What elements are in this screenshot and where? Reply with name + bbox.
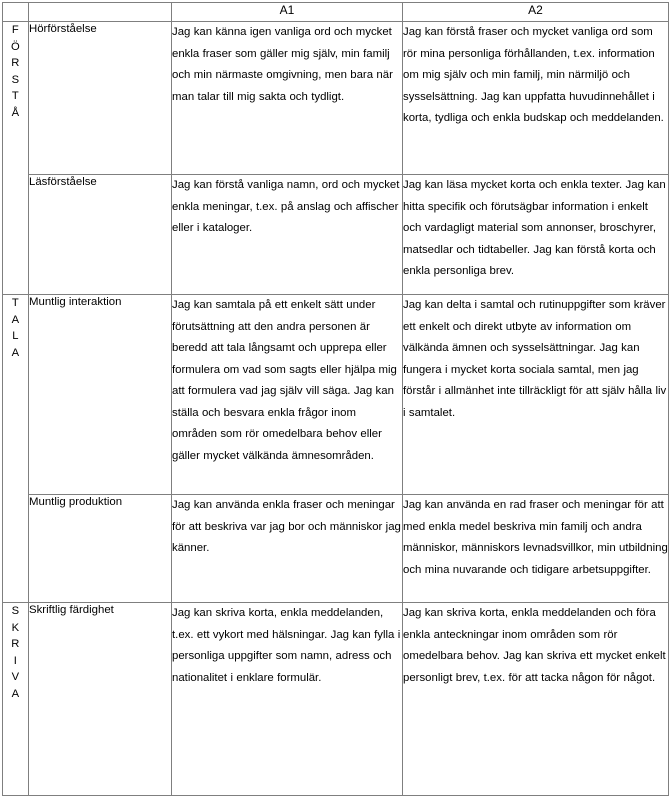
descriptor-muntlig-interaktion-a2: Jag kan delta i samtal och rutinuppgifter som kräver ett enkelt och direkt utbyte av information om välkända ämnen och sysselsättningar. Jag kan fungera i mycket korta sociala samtal, men jag förstår i allmänhet inte tillräckligt för att själv hålla liv i samtalet.: [403, 295, 669, 495]
band-label-skriva: [3, 603, 29, 796]
header-corner-band: [3, 3, 29, 22]
descriptor-skriftlig-fardighet-a2: Jag kan skriva korta, enkla meddelanden och föra enkla anteckningar inom områden som rör omedelbara behov. Jag kan skriva ett mycket enkelt personligt brev, t.ex. för att tacka någon för något.: [403, 603, 669, 796]
band-letters-tala: [3, 295, 28, 361]
table-header-row: [3, 3, 669, 22]
band-letter: A: [11, 346, 20, 359]
band-letter: T: [11, 297, 20, 309]
band-letters-skriva: [3, 603, 28, 702]
descriptor-lasforstaelse-a2: Jag kan läsa mycket korta och enkla texter. Jag kan hitta specifik och förutsägbar information i enkelt och vardagligt material som annonser, broschyrer, matsedlar och tidtabeller. Jag kan förstå korta och enkla personliga brev.: [403, 175, 669, 295]
band-letter: R: [11, 57, 20, 69]
band-letters-forsta: [3, 22, 28, 121]
table-row: [3, 603, 669, 796]
band-letter: K: [11, 621, 20, 634]
table-row: [3, 495, 669, 603]
band-letter: L: [12, 330, 19, 342]
descriptor-horforstaelse-a2: Jag kan förstå fraser och mycket vanliga ord som rör mina personliga förhållanden, t.ex. information om mig själv och min familj, min närmiljö och sysselsättning. Jag kan uppfatta huvudinnehållet i korta, tydliga och enkla budskap och meddelanden.: [403, 22, 669, 175]
band-letter: Å: [11, 106, 20, 119]
descriptor-horforstaelse-a1: Jag kan känna igen vanliga ord och mycket enkla fraser som gäller mig själv, min familj och min närmaste omgivning, men bara när man talar till mig sakta och tydligt.: [172, 22, 403, 175]
band-label-forsta: [3, 22, 29, 295]
skill-label-lasforstaelse: Läsförståelse: [29, 175, 172, 295]
descriptor-muntlig-interaktion-a1: Jag kan samtala på ett enkelt sätt under förutsättning att den andra personen är beredd att tala långsamt och upprepa eller formulera om vad som sagts eller hjälpa mig att formulera vad jag själv vill säga. Jag kan ställa och besvara enkla frågor inom områden som rör omedelbara behov eller gäller mycket välkända ämnesområden.: [172, 295, 403, 495]
band-letter: A: [11, 687, 20, 700]
band-letter: I: [13, 654, 18, 667]
band-letter: A: [11, 313, 20, 326]
skill-label-muntlig-produktion: Muntlig produktion: [29, 495, 172, 603]
band-letter: F: [11, 24, 20, 36]
skill-label-horforstaelse: Hörförståelse: [29, 22, 172, 175]
skill-label-skriftlig-fardighet: Skriftlig färdighet: [29, 603, 172, 796]
band-letter: V: [11, 671, 20, 683]
table-row: [3, 295, 669, 495]
band-label-tala: [3, 295, 29, 603]
band-letter: S: [11, 605, 20, 617]
column-header-a1: A1: [172, 3, 403, 22]
column-header-a2: A2: [403, 3, 669, 22]
table-row: [3, 175, 669, 295]
skills-table: [2, 2, 669, 796]
band-letter: Ö: [10, 40, 20, 53]
descriptor-muntlig-produktion-a1: Jag kan använda enkla fraser och meningar för att beskriva var jag bor och människor jag känner.: [172, 495, 403, 603]
band-letter: T: [11, 90, 20, 102]
band-letter: R: [11, 638, 20, 650]
table-row: [3, 22, 669, 175]
descriptor-skriftlig-fardighet-a1: Jag kan skriva korta, enkla meddelanden, t.ex. ett vykort med hälsningar. Jag kan fylla i personliga uppgifter som namn, adress och nationalitet i enklare formulär.: [172, 603, 403, 796]
descriptor-lasforstaelse-a1: Jag kan förstå vanliga namn, ord och mycket enkla meningar, t.ex. på anslag och affischer eller i kataloger.: [172, 175, 403, 295]
band-letter: S: [11, 73, 20, 86]
header-corner-skill: [29, 3, 172, 22]
skill-label-muntlig-interaktion: Muntlig interaktion: [29, 295, 172, 495]
descriptor-muntlig-produktion-a2: Jag kan använda en rad fraser och meningar för att med enkla medel beskriva min familj och andra människor, människors levnadsvillkor, min utbildning och mina nuvarande och tidigare arbetsuppgifter.: [403, 495, 669, 603]
